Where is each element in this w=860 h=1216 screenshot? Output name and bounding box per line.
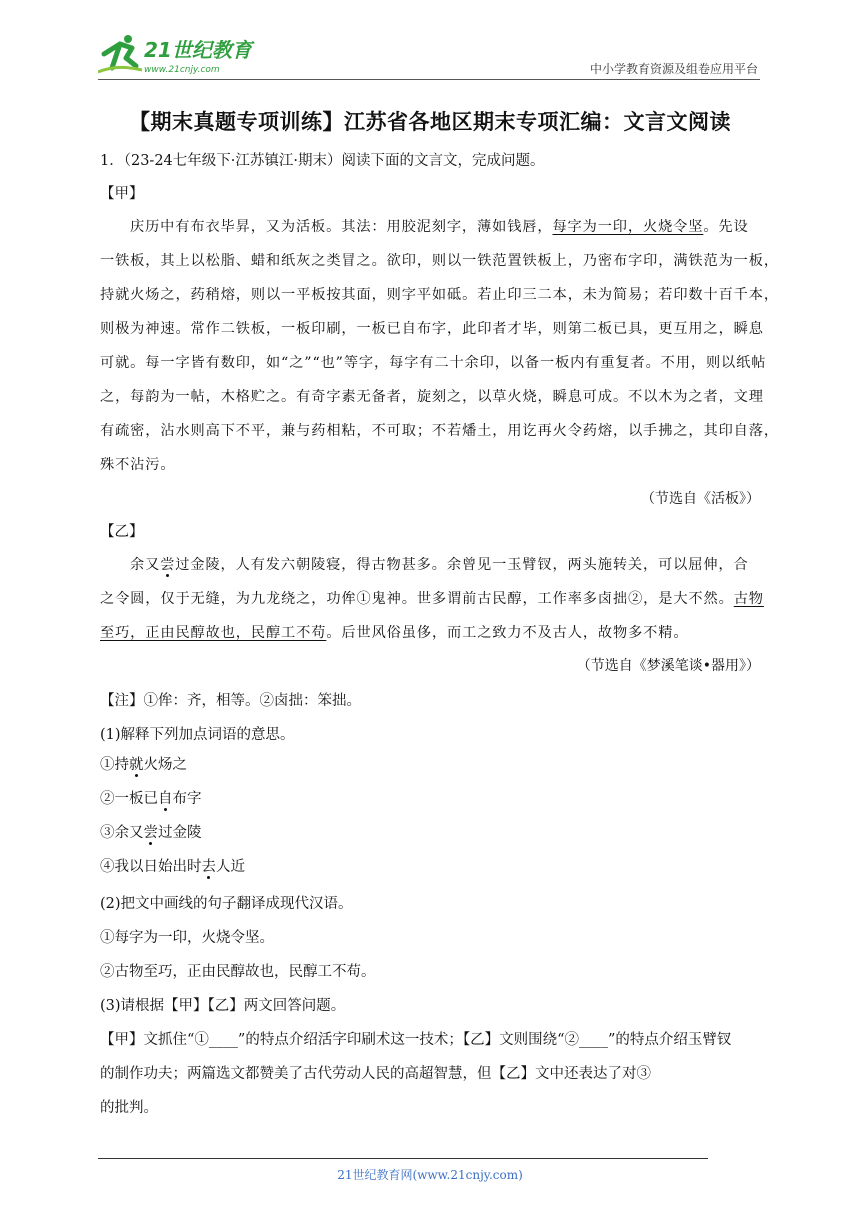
- question-3-prompt: (3)请根据【甲】【乙】两文回答问题。: [100, 998, 346, 1014]
- yi-source: （节选自《梦溪笔谈•器用》）: [576, 658, 760, 674]
- question-3-line: 【甲】文抓住“①____”的特点介绍活字印刷术这一技术；【乙】文则围绕“②____”的特点介绍玉臂钗: [100, 1032, 732, 1048]
- question-2-prompt: (2)把文中画线的句子翻译成现代汉语。: [100, 896, 353, 912]
- question-1-prompt: (1)解释下列加点词语的意思。: [100, 727, 295, 743]
- yi-text: 余又: [130, 557, 161, 573]
- jia-text: 殊不沾污。: [100, 457, 176, 473]
- jia-text: 庆历中有布衣毕昇，又为活板。其法：用胶泥刻字，薄如钱唇，: [130, 219, 553, 235]
- question-1-item: [100, 755, 187, 775]
- question-1-item: [100, 857, 245, 877]
- jia-text: 。先设: [703, 219, 749, 235]
- q1-item-dotted-word: 去: [201, 859, 216, 875]
- yi-text: 。后世风俗虽侈，而工之致力不及古人，故物多不精。: [326, 625, 689, 641]
- jia-source: （节选自《活板》）: [641, 491, 760, 507]
- question-2-item: ②古物至巧，正由民醇故也，民醇工不苟。: [100, 964, 376, 980]
- logo-url: www.21cnjy.com: [144, 65, 220, 75]
- header-divider: [98, 79, 760, 80]
- q1-item-text: 火炀之: [143, 757, 187, 773]
- jia-text-line: [100, 455, 175, 475]
- question-2-item: ①每字为一印，火烧令坚。: [100, 930, 274, 946]
- jia-text: 有疏密，沾水则高下不平，兼与药相粘，不可取；不若燔土，用讫再火令药熔，以手拂之，其印自落，: [100, 423, 779, 439]
- q1-item-dotted-word: 自: [158, 791, 173, 807]
- jia-text: 持就火炀之，药稍熔，则以一平板按其面，则字平如砥。若止印三二本，未为简易；若印数十百千本，: [100, 287, 779, 303]
- yi-underlined-sentence: 至巧，正由民醇故也，民醇工不苟: [100, 625, 327, 641]
- jia-text: 可就。每一字皆有数印，如“之”“也”等字，每字有二十余印，以备一板内有重复者。不用，则以纸帖: [100, 355, 767, 371]
- jia-text-line: [100, 319, 764, 339]
- footer-link[interactable]: 21世纪教育网(www.21cnjy.com): [337, 1168, 523, 1182]
- jia-text-line: [100, 251, 779, 271]
- question-1-item: [100, 789, 202, 809]
- q1-item-dotted-word: 就: [129, 757, 144, 773]
- q1-item-text: 人近: [216, 859, 245, 875]
- site-logo[interactable]: [98, 32, 268, 76]
- jia-label: 【甲】: [100, 186, 144, 202]
- jia-text-line: [100, 421, 779, 441]
- logo-runner-icon: [98, 32, 268, 76]
- jia-text: 一铁板，其上以松脂、蜡和纸灰之类冒之。欲印，则以一铁范置铁板上，乃密布字印，满铁范为一板，: [100, 253, 779, 269]
- q1-item-text: ④我以日始出时: [100, 859, 202, 875]
- jia-text-line: [100, 285, 779, 305]
- yi-label: 【乙】: [100, 524, 144, 540]
- q1-item-text: ①持: [100, 757, 129, 773]
- yi-text-line: [100, 589, 764, 609]
- question-3-line: 的批判。: [100, 1100, 158, 1116]
- question-3-line: 的制作功夫；两篇选文都赞美了古代劳动人民的高超智慧，但【乙】文中还表达了对③: [100, 1066, 651, 1082]
- q1-item-text: 布字: [172, 791, 202, 807]
- footer-divider: [98, 1158, 708, 1159]
- annotation-note: 【注】①侔：齐，相等。②卤拙：笨拙。: [100, 693, 361, 709]
- jia-text-line: [100, 353, 766, 373]
- logo-text: 21世纪教育: [144, 38, 252, 62]
- jia-text-line: [100, 387, 764, 407]
- q1-item-text: 过金陵: [158, 825, 202, 841]
- platform-name: 中小学教育资源及组卷应用平台: [589, 62, 758, 76]
- yi-text: 过金陵，人有发六朝陵寝，得古物甚多。余曾见一玉臂钗，两头施转关，可以屈伸，合: [175, 557, 749, 573]
- yi-text-line: [100, 623, 688, 643]
- yi-underlined-sentence: 古物: [733, 591, 764, 607]
- yi-text: 之令圆，仅于无缝，为九龙绕之，功侔①鬼神。世多谓前古民醇，工作率多卤拙②，是大不然。: [100, 591, 734, 607]
- question-1-item: [100, 823, 202, 843]
- jia-underlined-sentence: 每字为一印，火烧令坚: [552, 219, 704, 235]
- yi-dotted-word: 尝: [160, 557, 176, 573]
- question-intro: 1．（23-24七年级下·江苏镇江·期末）阅读下面的文言文，完成问题。: [100, 153, 545, 169]
- jia-text: 则极为神速。常作二铁板，一板印刷，一板已自布字，此印者才毕，则第二板已具，更互用之，瞬息: [100, 321, 764, 337]
- q1-item-text: ③余又: [100, 825, 144, 841]
- q1-item-text: ②一板已: [100, 791, 158, 807]
- q1-item-dotted-word: 尝: [143, 825, 158, 841]
- yi-text-line: [130, 555, 749, 575]
- page-header: [98, 30, 758, 78]
- jia-text: 之，每韵为一帖，木格贮之。有奇字素无备者，旋刻之，以草火烧，瞬息可成。不以木为之者，文理: [100, 389, 764, 405]
- page-title: 【期末真题专项训练】江苏省各地区期末专项汇编：文言文阅读: [129, 109, 731, 134]
- jia-text-line: [130, 217, 749, 237]
